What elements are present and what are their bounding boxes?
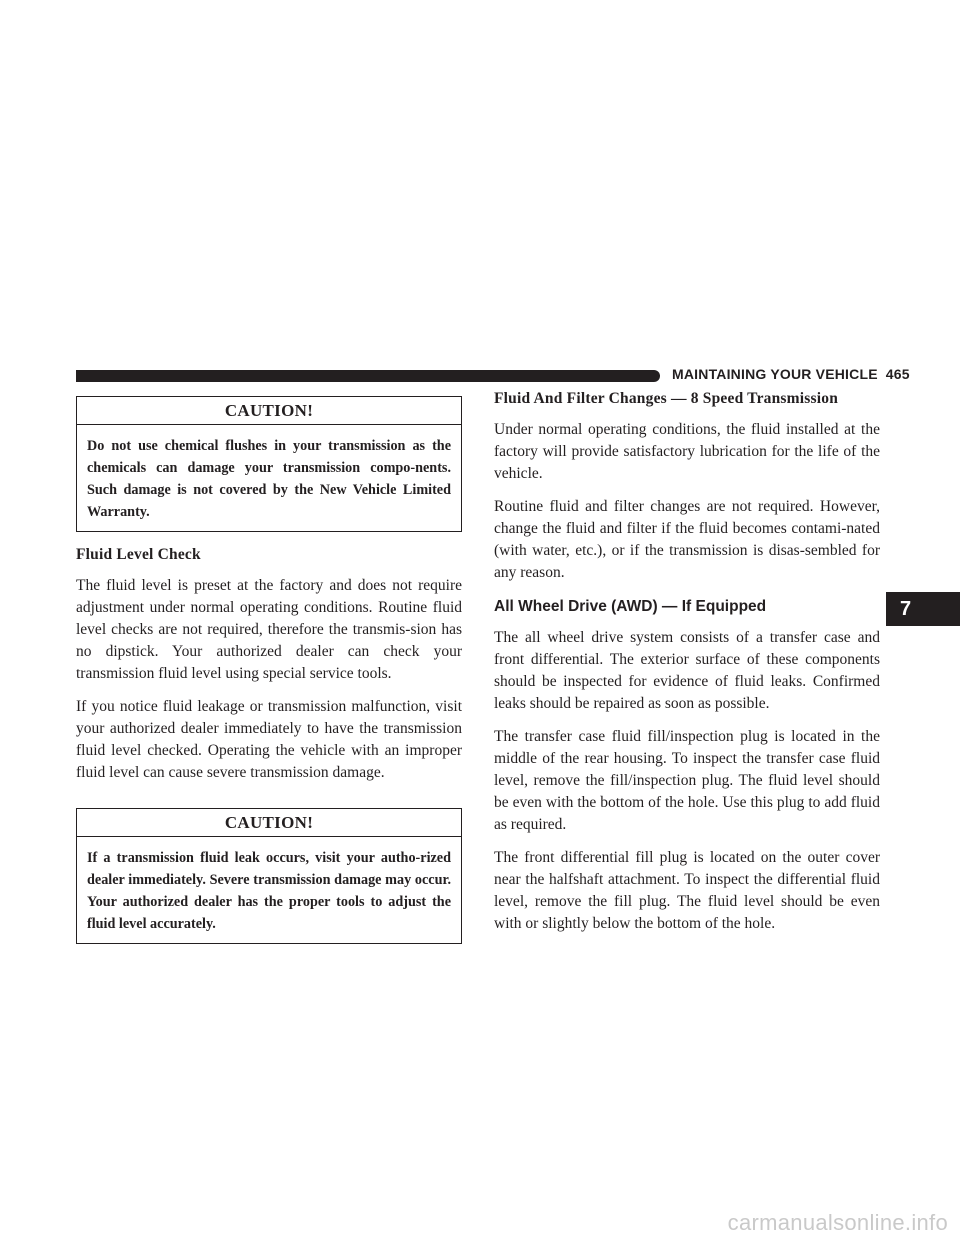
left-column [76,396,462,944]
caution-box-fluid-leak [76,808,462,944]
caution-title: CAUTION! [77,397,461,425]
caution-title: CAUTION! [77,809,461,837]
paragraph: Under normal operating conditions, the fluid installed at the factory will provide satisfactory lubrication for the life of the vehicle. [494,421,880,482]
section-heading-awd: All Wheel Drive (AWD) — If Equipped [494,598,767,615]
paragraph: Routine fluid and filter changes are not required. However, change the fluid and filter if the fluid becomes contami-nated (with water, etc.), or if the transmission is disas-sembled for any reason. [494,498,880,581]
running-header [672,366,910,382]
section-title: MAINTAINING YOUR VEHICLE [672,366,878,382]
paragraph: The front differential fill plug is located on the outer cover near the halfshaft attachment. To inspect the differential fluid level, remove the fill plug. The fluid level should be even with or slightly below the bottom of the hole. [494,849,880,932]
paragraph: The all wheel drive system consists of a transfer case and front differential. The exterior surface of these components should be inspected for evidence of fluid leaks. Confirmed leaks should be repaired as soon as possible. [494,629,880,712]
paragraph: The transfer case fluid fill/inspection plug is located in the middle of the rear housing. To inspect the transfer case fluid level, remove the fill/inspection plug. The fluid level should be even with the bottom of the hole. Use this plug to add fluid as required. [494,728,880,833]
header-bar [76,370,660,382]
chapter-tab: 7 [886,592,960,626]
caution-box-chemical-flush [76,396,462,532]
right-column [494,390,880,935]
paragraph: If you notice fluid leakage or transmission malfunction, visit your authorized dealer immediately to have the transmission fluid level checked. Operating the vehicle with an improper fluid level can cause severe transmission damage. [76,698,462,781]
page-number: 465 [885,366,910,382]
paragraph: The fluid level is preset at the factory and does not require adjustment under normal operating conditions. Routine fluid level checks are not required, therefore the transmis-sion has no dipstick. Your authorized dealer can check your transmission fluid level using special service tools. [76,577,462,682]
caution-text: Do not use chemical flushes in your transmission as the chemicals can damage your transmission compo-nents. Such damage is not covered by the New Vehicle Limited Warranty. [87,438,451,520]
section-heading-fluid-filter-changes: Fluid And Filter Changes — 8 Speed Transmission [494,390,839,407]
caution-text: If a transmission fluid leak occurs, visit your autho-rized dealer immediately. Severe transmission damage may occur. Your authorized dealer has the proper tools to adjust the fluid level accurately. [87,850,451,932]
watermark: carmanualsonline.info [727,1210,948,1235]
section-heading-fluid-level-check: Fluid Level Check [76,546,201,563]
